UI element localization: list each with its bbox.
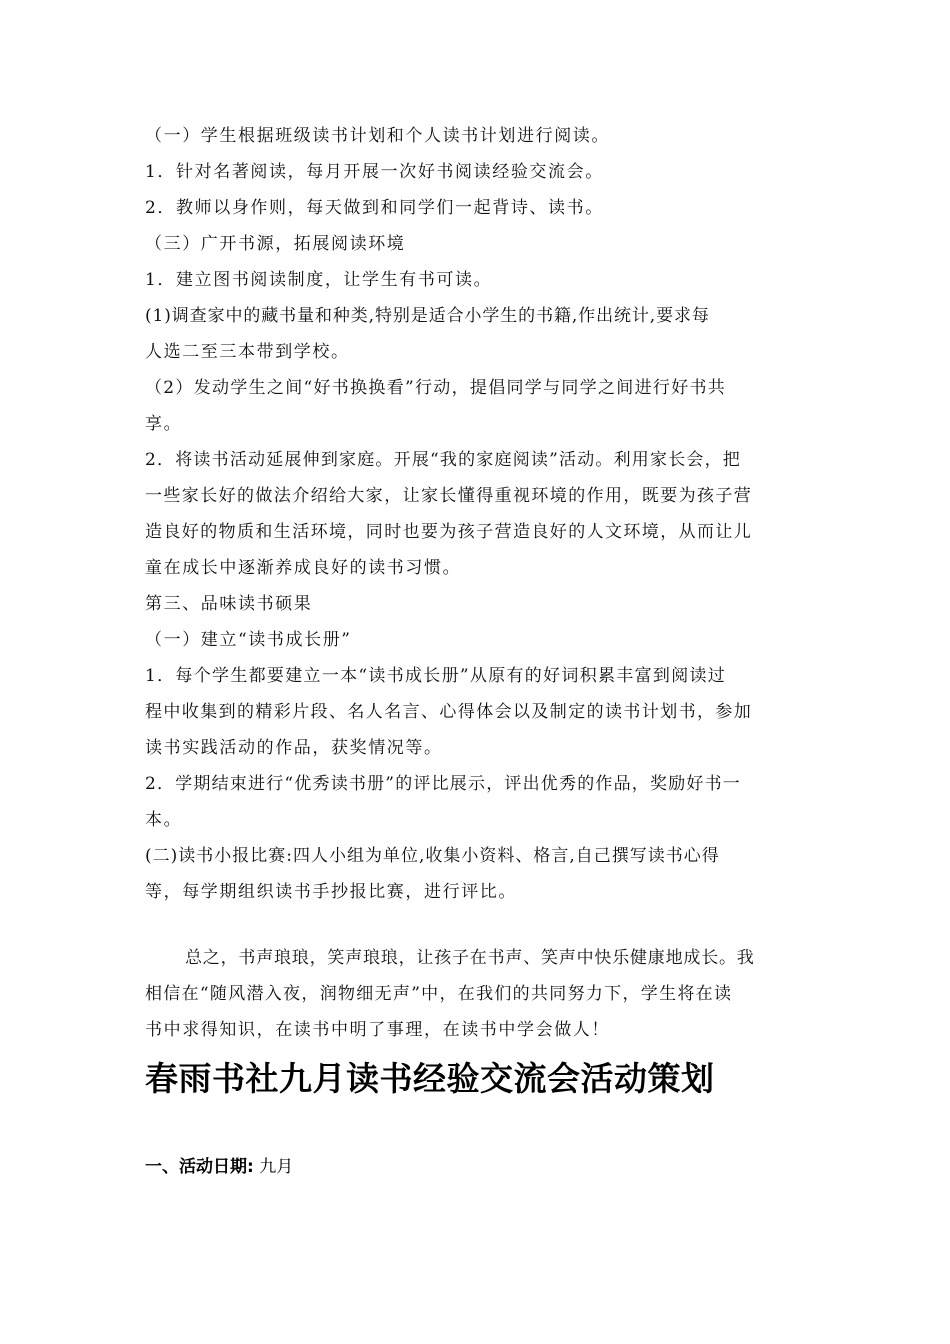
paragraph-line: 造良好的物质和生活环境，同时也要为孩子营造良好的人文环境，从而让儿	[145, 522, 753, 542]
conclusion-line: 相信在“随风潜入夜，润物细无声”中，在我们的共同努力下，学生将在读	[145, 984, 733, 1004]
paragraph-line: (1)调查家中的藏书量和种类,特别是适合小学生的书籍,作出统计,要求每	[145, 306, 710, 326]
section-heading: （三）广开书源，拓展阅读环境	[145, 234, 406, 254]
paragraph-line: 2．学期结束进行“优秀读书册”的评比展示，评出优秀的作品，奖励好书一	[145, 774, 741, 794]
paragraph-line: 1．针对名著阅读，每月开展一次好书阅读经验交流会。	[145, 162, 604, 182]
paragraph-line: 读书实践活动的作品，获奖情况等。	[145, 738, 443, 758]
paragraph-gap	[145, 910, 810, 940]
paragraph-line: 1．建立图书阅读制度，让学生有书可读。	[145, 270, 493, 290]
paragraph-line: (二)读书小报比赛:四人小组为单位,收集小资料、格言,自己撰写读书心得	[145, 846, 720, 866]
paragraph-line: 享。	[145, 414, 183, 434]
paragraph-line: 2．教师以身作则，每天做到和同学们一起背诗、读书。	[145, 198, 604, 218]
paragraph-line: （一）学生根据班级读书计划和个人读书计划进行阅读。	[145, 126, 610, 146]
section-heading: 第三、品味读书硕果	[145, 594, 313, 614]
section-heading: （一）建立“读书成长册”	[145, 630, 352, 650]
conclusion-line: 书中求得知识，在读书中明了事理，在读书中学会做人！	[145, 1020, 610, 1040]
paragraph-line: 程中收集到的精彩片段、名人名言、心得体会以及制定的读书计划书，参加	[145, 702, 753, 722]
paragraph-line: 人选二至三本带到学校。	[145, 342, 350, 362]
activity-date-value: 九月	[259, 1157, 294, 1177]
paragraph-line: （2）发动学生之间“好书换换看”行动，提倡同学与同学之间进行好书共	[145, 378, 727, 398]
paragraph-line: 本。	[145, 810, 183, 830]
paragraph-line: 童在成长中逐渐养成良好的读书习惯。	[145, 558, 462, 578]
document-body	[145, 118, 810, 1182]
activity-date-row	[145, 1152, 810, 1182]
paragraph-line: 1．每个学生都要建立一本“读书成长册”从原有的好词积累丰富到阅读过	[145, 666, 727, 686]
activity-date-label: 一、活动日期:	[145, 1157, 254, 1177]
paragraph-line: 一些家长好的做法介绍给大家，让家长懂得重视环境的作用，既要为孩子营	[145, 486, 753, 506]
document-title: 春雨书社九月读书经验交流会活动策划	[145, 1059, 715, 1098]
paragraph-line: 等，每学期组织读书手抄报比赛，进行评比。	[145, 882, 517, 902]
paragraph-line: 2．将读书活动延展伸到家庭。开展“我的家庭阅读”活动。利用家长会，把	[145, 450, 741, 470]
conclusion-line: 总之，书声琅琅，笑声琅琅，让孩子在书声、笑声中快乐健康地成长。我	[185, 948, 755, 968]
